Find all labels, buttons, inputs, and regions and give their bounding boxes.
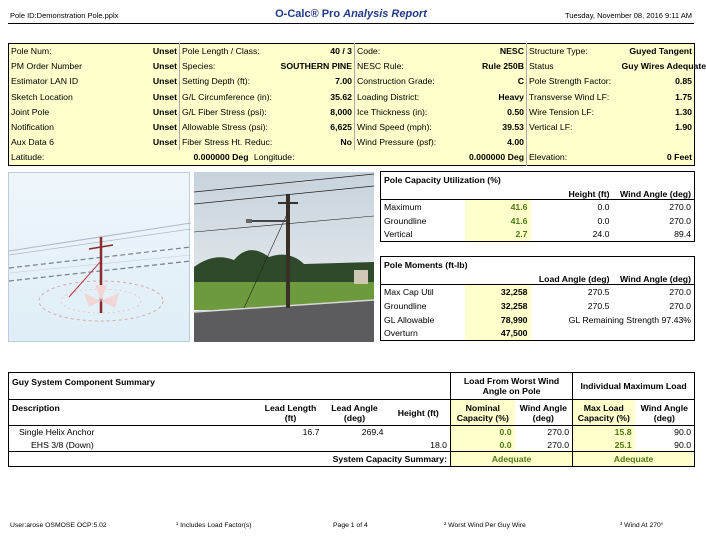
capacity-title: Pole Capacity Utilization (%) [381, 172, 531, 200]
capacity-wind-header: Wind Angle (deg) [613, 172, 695, 200]
info-label: Allowable Stress (psi): [180, 119, 278, 134]
capacity-cell: Vertical [384, 229, 413, 240]
table-row [9, 426, 695, 439]
latitude-value: 0.000000 Deg [193, 152, 249, 163]
capacity-cell: 41.6 [465, 200, 531, 214]
guy-group-worst-wind: Load From Worst Wind Angle on Pole [451, 373, 573, 400]
guy-title: Guy System Component Summary [9, 373, 451, 400]
info-label: Vertical LF: [527, 119, 620, 134]
pole-3d-model-image [8, 172, 190, 342]
info-value: No [278, 135, 355, 150]
info-value [620, 135, 695, 150]
info-label: Pole Num: [9, 44, 87, 59]
info-label: Transverse Wind LF: [527, 89, 620, 104]
table-row [381, 228, 695, 242]
info-value: Unset [87, 89, 180, 104]
capacity-height-header: Height (ft) [531, 172, 613, 200]
info-label: Pole Length / Class: [180, 44, 278, 59]
guy-cell: 269.4 [361, 427, 384, 438]
footer-wind-270-note: ³ Wind At 270° [620, 522, 664, 529]
info-label: Setting Depth (ft): [180, 74, 278, 89]
info-value: C [455, 74, 527, 89]
info-label: Pole Strength Factor: [527, 74, 620, 89]
table-row [9, 439, 695, 452]
info-label: Status [527, 59, 620, 74]
pole-capacity-table [380, 171, 695, 242]
pole-info-table [8, 43, 706, 166]
info-label: Sketch Location [9, 89, 87, 104]
info-label: Wind Pressure (psf): [355, 135, 455, 150]
info-value: 39.53 [455, 119, 527, 134]
capacity-cell: Groundline [384, 215, 427, 226]
info-value: Unset [87, 59, 180, 74]
report-datetime: Tuesday, November 08, 2016 9:11 AM [564, 11, 692, 20]
guy-cell: Single Helix Anchor [19, 427, 95, 438]
info-value: 7.00 [278, 74, 355, 89]
guy-cell [323, 439, 387, 452]
footer-load-factor-note: ¹ Includes Load Factor(s) [176, 522, 252, 529]
info-label: Loading District: [355, 89, 455, 104]
col-lead-angle: Lead Angle (deg) [323, 400, 387, 426]
guy-cell: 90.0 [674, 427, 692, 438]
guy-cell: 15.8 [573, 426, 635, 439]
moments-load-header: Load Angle (deg) [531, 257, 613, 285]
guy-cell [259, 439, 323, 452]
info-label: G/L Circumference (in): [180, 89, 278, 104]
table-row [381, 299, 695, 313]
elevation-value: 0 Feet [620, 150, 695, 165]
capacity-cell: 41.6 [465, 214, 531, 228]
info-value: 1.75 [620, 89, 695, 104]
table-row [381, 285, 695, 299]
col-wind-angle-1: Wind Angle (deg) [515, 400, 573, 426]
info-value: Rule 250B [455, 59, 527, 74]
guy-cell: 270.0 [547, 439, 570, 450]
info-label: NESC Rule: [355, 59, 455, 74]
gl-allowable-label: GL Allowable [384, 314, 435, 325]
info-value: NESC [455, 44, 527, 59]
guy-cell: 18.0 [430, 439, 448, 450]
info-label: Construction Grade: [355, 74, 455, 89]
overturn-label: Overturn [384, 328, 418, 339]
col-height: Height (ft) [387, 400, 451, 426]
info-label: Wire Tension LF: [527, 104, 620, 119]
moments-cell: 270.5 [587, 286, 610, 297]
col-nominal-capacity: Nominal Capacity (%) [451, 400, 515, 426]
guy-cell: 25.1 [573, 439, 635, 452]
info-value: 4.00 [455, 135, 527, 150]
col-wind-angle-2: Wind Angle (deg) [635, 400, 695, 426]
guy-cell: 270.0 [547, 427, 570, 438]
info-value: Unset [87, 135, 180, 150]
report-header [8, 6, 694, 24]
moments-cell: 32,258 [465, 299, 531, 313]
info-label [527, 135, 620, 150]
gl-allowable-value: 78,990 [465, 313, 531, 327]
elevation-label: Elevation: [527, 150, 620, 165]
capacity-cell: 2.7 [465, 228, 531, 242]
footer-worst-wind-note: ² Worst Wind Per Guy Wire [444, 522, 526, 529]
brand-name: O-Calc® Pro [275, 8, 341, 20]
info-value: 0.50 [455, 104, 527, 119]
moments-wind-header: Wind Angle (deg) [613, 257, 695, 285]
table-row [381, 200, 695, 214]
moments-cell: Groundline [384, 300, 427, 311]
info-value: Guy Wires Adequate [620, 59, 695, 74]
info-value: Unset [87, 74, 180, 89]
guy-cell: 90.0 [674, 439, 692, 450]
info-label: Notification [9, 119, 87, 134]
pole-photo [194, 172, 374, 342]
info-label: Aux Data 6 [9, 135, 87, 150]
info-value: 40 / 3 [278, 44, 355, 59]
longitude-label: Longitude: [253, 152, 295, 163]
guy-cell: EHS 3/8 (Down) [31, 439, 94, 450]
info-label: Structure Type: [527, 44, 620, 59]
col-max-load-capacity: Max Load Capacity (%) [573, 400, 635, 426]
col-description: Description [9, 400, 259, 426]
info-value: 1.30 [620, 104, 695, 119]
info-label: Ice Thickness (in): [355, 104, 455, 119]
info-value: 1.90 [620, 119, 695, 134]
footer-user: User:arose OSMOSE OCP:5.02 [10, 522, 107, 529]
moments-cell: Max Cap Util [384, 286, 434, 297]
info-label: Wind Speed (mph): [355, 119, 455, 134]
guy-cell: 0.0 [451, 439, 515, 452]
info-value: 6,625 [278, 119, 355, 134]
guy-cell: 0.0 [451, 426, 515, 439]
info-value: Unset [87, 119, 180, 134]
guy-system-table [8, 372, 695, 467]
gl-remaining-strength: GL Remaining Strength 97.43% [568, 314, 691, 325]
info-value: 8,000 [278, 104, 355, 119]
info-label: Joint Pole [9, 104, 87, 119]
overturn-value: 47,500 [465, 327, 531, 341]
capacity-cell: Maximum [384, 201, 422, 212]
info-value: Heavy [455, 89, 527, 104]
table-row [381, 214, 695, 228]
info-label: Fiber Stress Ht. Reduc: [180, 135, 278, 150]
pole-moments-table [380, 256, 695, 341]
guy-group-individual: Individual Maximum Load [573, 373, 695, 400]
info-value: 0.85 [620, 74, 695, 89]
guy-cell: 16.7 [302, 427, 320, 438]
info-label: Estimator LAN ID [9, 74, 87, 89]
latitude-label: Latitude: [9, 150, 87, 165]
info-label: G/L Fiber Stress (psi): [180, 104, 278, 119]
system-capacity-label: System Capacity Summary: [9, 452, 451, 467]
capacity-cell: 89.4 [674, 229, 692, 240]
report-name: Analysis Report [343, 8, 427, 20]
info-label: Code: [355, 44, 455, 59]
info-value: 35.62 [278, 89, 355, 104]
info-value: Unset [87, 44, 180, 59]
footer-page-number: Page 1 of 4 [333, 522, 368, 529]
col-lead-length: Lead Length (ft) [259, 400, 323, 426]
moments-cell: 270.5 [587, 300, 610, 311]
info-value: SOUTHERN PINE [278, 59, 355, 74]
longitude-value: 0.000000 Deg [355, 150, 527, 165]
system-capacity-individual: Adequate [573, 452, 695, 467]
system-capacity-worst: Adequate [451, 452, 573, 467]
capacity-cell: 270.0 [669, 215, 692, 226]
capacity-cell: 24.0 [592, 229, 610, 240]
moments-title: Pole Moments (ft-lb) [381, 257, 531, 285]
capacity-cell: 270.0 [669, 201, 692, 212]
capacity-cell: 0.0 [597, 201, 610, 212]
info-label: Species: [180, 59, 278, 74]
info-value: Unset [87, 104, 180, 119]
moments-cell: 32,258 [465, 285, 531, 299]
guy-cell [387, 426, 451, 439]
pole-file-id: Pole ID:Demonstration Pole.pplx [10, 11, 119, 20]
info-value: Guyed Tangent [620, 44, 695, 59]
moments-cell: 270.0 [669, 300, 691, 311]
capacity-cell: 0.0 [597, 215, 610, 226]
moments-cell: 270.0 [669, 286, 691, 297]
info-label: PM Order Number [9, 59, 87, 74]
